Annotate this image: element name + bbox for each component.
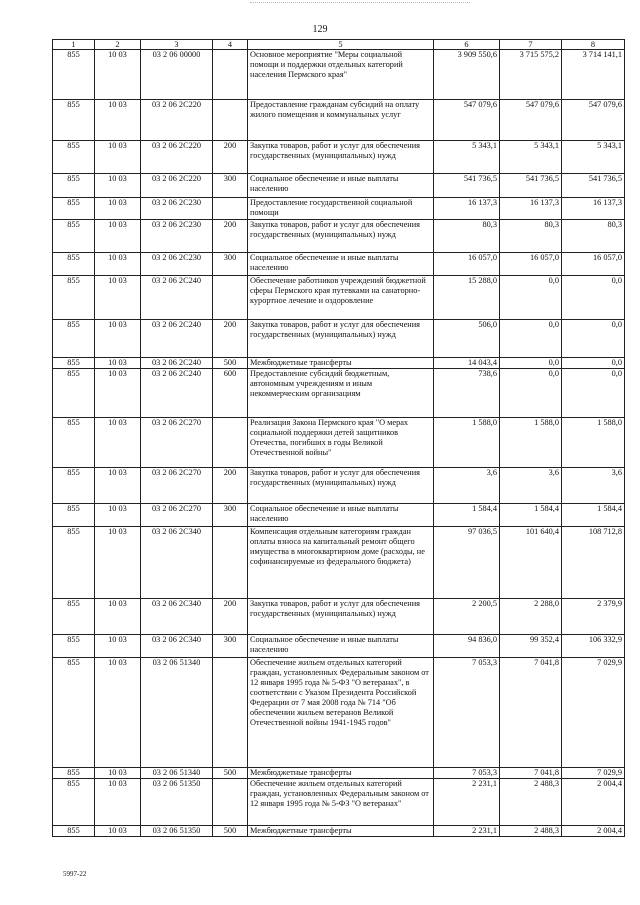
section-code-cell: 10 03 <box>95 826 141 837</box>
target-article-cell: 03 2 06 2С220 <box>141 141 213 174</box>
table-row <box>53 527 625 599</box>
description-cell: Закупка товаров, работ и услуг для обеспечения государственных (муниципальных) нужд <box>248 220 434 253</box>
amount-year2-cell: 0,0 <box>500 358 562 369</box>
expense-type-cell <box>213 418 248 468</box>
chapter-code-cell: 855 <box>53 768 95 779</box>
expense-type-cell: 300 <box>213 504 248 527</box>
table-row <box>53 768 625 779</box>
description-cell: Обеспечение работников учреждений бюджетной сферы Пермского края путевками на санаторно-курортное лечение и оздоровление <box>248 276 434 320</box>
amount-year2-cell: 547 079,6 <box>500 100 562 141</box>
target-article-cell: 03 2 06 2С230 <box>141 198 213 220</box>
column-header: 4 <box>213 40 248 50</box>
amount-year3-cell: 0,0 <box>562 358 625 369</box>
section-code-cell: 10 03 <box>95 253 141 276</box>
amount-year2-cell: 16 057,0 <box>500 253 562 276</box>
table-row <box>53 826 625 837</box>
chapter-code-cell: 855 <box>53 504 95 527</box>
amount-year2-cell: 1 584,4 <box>500 504 562 527</box>
column-header: 3 <box>141 40 213 50</box>
description-cell: Основное мероприятие "Меры социальной помощи и поддержки отдельных категорий населения Пермского края" <box>248 50 434 100</box>
table-row <box>53 50 625 100</box>
scan-artifact <box>250 2 470 7</box>
column-header: 7 <box>500 40 562 50</box>
amount-year3-cell: 108 712,8 <box>562 527 625 599</box>
description-cell: Социальное обеспечение и иные выплаты населению <box>248 635 434 658</box>
amount-year2-cell: 2 488,3 <box>500 826 562 837</box>
chapter-code-cell: 855 <box>53 320 95 358</box>
target-article-cell: 03 2 06 2С240 <box>141 276 213 320</box>
expense-type-cell <box>213 198 248 220</box>
amount-year1-cell: 15 288,0 <box>434 276 500 320</box>
column-header: 8 <box>562 40 625 50</box>
table-row <box>53 599 625 635</box>
amount-year1-cell: 541 736,5 <box>434 174 500 198</box>
section-code-cell: 10 03 <box>95 504 141 527</box>
target-article-cell: 03 2 06 51350 <box>141 779 213 826</box>
target-article-cell: 03 2 06 2С240 <box>141 369 213 418</box>
section-code-cell: 10 03 <box>95 768 141 779</box>
amount-year1-cell: 80,3 <box>434 220 500 253</box>
expense-type-cell: 200 <box>213 599 248 635</box>
expense-type-cell: 600 <box>213 369 248 418</box>
expense-type-cell: 300 <box>213 635 248 658</box>
section-code-cell: 10 03 <box>95 320 141 358</box>
table-row <box>53 174 625 198</box>
description-cell: Закупка товаров, работ и услуг для обеспечения государственных (муниципальных) нужд <box>248 468 434 504</box>
table-row <box>53 779 625 826</box>
amount-year2-cell: 0,0 <box>500 369 562 418</box>
page-number: 129 <box>312 24 328 35</box>
chapter-code-cell: 855 <box>53 358 95 369</box>
target-article-cell: 03 2 06 2С270 <box>141 504 213 527</box>
section-code-cell: 10 03 <box>95 198 141 220</box>
chapter-code-cell: 855 <box>53 599 95 635</box>
target-article-cell: 03 2 06 2С270 <box>141 418 213 468</box>
chapter-code-cell: 855 <box>53 198 95 220</box>
amount-year1-cell: 16 057,0 <box>434 253 500 276</box>
section-code-cell: 10 03 <box>95 418 141 468</box>
expense-type-cell: 200 <box>213 141 248 174</box>
chapter-code-cell: 855 <box>53 253 95 276</box>
description-cell: Обеспечение жильем отдельных категорий граждан, установленных Федеральным законом от 12 января 1995 года № 5-ФЗ "О ветеранах", в соответствии с Указом Президента Российской Федерации от 7 мая 2008 года № 714 "Об обеспечении жильем ветеранов Великой Отечественной войны 1941-1945 годов" <box>248 658 434 768</box>
amount-year3-cell: 2 004,4 <box>562 779 625 826</box>
expense-type-cell: 200 <box>213 468 248 504</box>
description-cell: Закупка товаров, работ и услуг для обеспечения государственных (муниципальных) нужд <box>248 320 434 358</box>
table-row <box>53 468 625 504</box>
amount-year3-cell: 16 137,3 <box>562 198 625 220</box>
footer-document-code: 5997-22 <box>63 870 87 878</box>
table-row <box>53 253 625 276</box>
expense-type-cell <box>213 276 248 320</box>
amount-year2-cell: 99 352,4 <box>500 635 562 658</box>
expense-type-cell <box>213 100 248 141</box>
expense-type-cell: 500 <box>213 358 248 369</box>
table-row <box>53 369 625 418</box>
section-code-cell: 10 03 <box>95 174 141 198</box>
amount-year1-cell: 97 036,5 <box>434 527 500 599</box>
table-row <box>53 418 625 468</box>
expense-type-cell: 500 <box>213 826 248 837</box>
target-article-cell: 03 2 06 2С220 <box>141 174 213 198</box>
amount-year3-cell: 0,0 <box>562 276 625 320</box>
section-code-cell: 10 03 <box>95 100 141 141</box>
target-article-cell: 03 2 06 2С240 <box>141 358 213 369</box>
chapter-code-cell: 855 <box>53 635 95 658</box>
description-cell: Предоставление государственной социальной помощи <box>248 198 434 220</box>
section-code-cell: 10 03 <box>95 369 141 418</box>
amount-year3-cell: 2 379,9 <box>562 599 625 635</box>
amount-year3-cell: 547 079,6 <box>562 100 625 141</box>
expense-type-cell: 500 <box>213 768 248 779</box>
table-row <box>53 198 625 220</box>
chapter-code-cell: 855 <box>53 369 95 418</box>
section-code-cell: 10 03 <box>95 468 141 504</box>
amount-year2-cell: 7 041,8 <box>500 768 562 779</box>
column-header: 2 <box>95 40 141 50</box>
amount-year2-cell: 1 588,0 <box>500 418 562 468</box>
expense-type-cell: 300 <box>213 253 248 276</box>
description-cell: Межбюджетные трансферты <box>248 826 434 837</box>
description-cell: Обеспечение жильем отдельных категорий граждан, установленных Федеральным законом от 12 января 1995 года № 5-ФЗ "О ветеранах" <box>248 779 434 826</box>
section-code-cell: 10 03 <box>95 276 141 320</box>
target-article-cell: 03 2 06 51340 <box>141 768 213 779</box>
target-article-cell: 03 2 06 2С230 <box>141 253 213 276</box>
table-row <box>53 504 625 527</box>
expense-type-cell <box>213 779 248 826</box>
amount-year1-cell: 506,0 <box>434 320 500 358</box>
amount-year3-cell: 0,0 <box>562 369 625 418</box>
amount-year1-cell: 14 043,4 <box>434 358 500 369</box>
amount-year2-cell: 2 288,0 <box>500 599 562 635</box>
table-row <box>53 220 625 253</box>
chapter-code-cell: 855 <box>53 468 95 504</box>
description-cell: Закупка товаров, работ и услуг для обеспечения государственных (муниципальных) нужд <box>248 599 434 635</box>
target-article-cell: 03 2 06 00000 <box>141 50 213 100</box>
section-code-cell: 10 03 <box>95 779 141 826</box>
section-code-cell: 10 03 <box>95 599 141 635</box>
table-row <box>53 320 625 358</box>
amount-year1-cell: 2 200,5 <box>434 599 500 635</box>
table-row <box>53 358 625 369</box>
chapter-code-cell: 855 <box>53 658 95 768</box>
description-cell: Предоставление гражданам субсидий на оплату жилого помещения и коммунальных услуг <box>248 100 434 141</box>
column-header: 1 <box>53 40 95 50</box>
chapter-code-cell: 855 <box>53 220 95 253</box>
amount-year3-cell: 2 004,4 <box>562 826 625 837</box>
amount-year2-cell: 0,0 <box>500 276 562 320</box>
section-code-cell: 10 03 <box>95 358 141 369</box>
amount-year3-cell: 5 343,1 <box>562 141 625 174</box>
expense-type-cell <box>213 527 248 599</box>
amount-year2-cell: 80,3 <box>500 220 562 253</box>
chapter-code-cell: 855 <box>53 527 95 599</box>
expense-type-cell: 200 <box>213 220 248 253</box>
description-cell: Межбюджетные трансферты <box>248 358 434 369</box>
amount-year2-cell: 101 640,4 <box>500 527 562 599</box>
column-header: 5 <box>248 40 434 50</box>
amount-year1-cell: 5 343,1 <box>434 141 500 174</box>
amount-year2-cell: 0,0 <box>500 320 562 358</box>
amount-year2-cell: 541 736,5 <box>500 174 562 198</box>
section-code-cell: 10 03 <box>95 527 141 599</box>
column-header: 6 <box>434 40 500 50</box>
expense-type-cell: 300 <box>213 174 248 198</box>
table-body <box>53 50 625 837</box>
amount-year1-cell: 7 053,3 <box>434 658 500 768</box>
amount-year2-cell: 5 343,1 <box>500 141 562 174</box>
amount-year3-cell: 1 584,4 <box>562 504 625 527</box>
description-cell: Реализация Закона Пермского края "О мерах социальной поддержки детей защитников Отечества, погибших в годы Великой Отечественной войны" <box>248 418 434 468</box>
amount-year3-cell: 80,3 <box>562 220 625 253</box>
amount-year1-cell: 7 053,3 <box>434 768 500 779</box>
description-cell: Компенсация отдельным категориям граждан оплаты взноса на капитальный ремонт общего имущества в многоквартирном доме (расходы, не софинансируемые из федерального бюджета) <box>248 527 434 599</box>
description-cell: Межбюджетные трансферты <box>248 768 434 779</box>
target-article-cell: 03 2 06 2С240 <box>141 320 213 358</box>
amount-year2-cell: 3,6 <box>500 468 562 504</box>
table-row <box>53 141 625 174</box>
amount-year2-cell: 16 137,3 <box>500 198 562 220</box>
table-header-row <box>53 40 625 50</box>
description-cell: Социальное обеспечение и иные выплаты населению <box>248 174 434 198</box>
amount-year3-cell: 1 588,0 <box>562 418 625 468</box>
amount-year3-cell: 3,6 <box>562 468 625 504</box>
chapter-code-cell: 855 <box>53 418 95 468</box>
amount-year1-cell: 738,6 <box>434 369 500 418</box>
amount-year2-cell: 7 041,8 <box>500 658 562 768</box>
budget-table <box>52 39 625 837</box>
target-article-cell: 03 2 06 2С340 <box>141 599 213 635</box>
target-article-cell: 03 2 06 51350 <box>141 826 213 837</box>
expense-type-cell <box>213 658 248 768</box>
amount-year3-cell: 106 332,9 <box>562 635 625 658</box>
section-code-cell: 10 03 <box>95 658 141 768</box>
target-article-cell: 03 2 06 2С220 <box>141 100 213 141</box>
amount-year3-cell: 3 714 141,1 <box>562 50 625 100</box>
section-code-cell: 10 03 <box>95 141 141 174</box>
amount-year1-cell: 547 079,6 <box>434 100 500 141</box>
section-code-cell: 10 03 <box>95 635 141 658</box>
amount-year3-cell: 541 736,5 <box>562 174 625 198</box>
amount-year1-cell: 2 231,1 <box>434 779 500 826</box>
chapter-code-cell: 855 <box>53 779 95 826</box>
amount-year2-cell: 3 715 575,2 <box>500 50 562 100</box>
amount-year1-cell: 3,6 <box>434 468 500 504</box>
chapter-code-cell: 855 <box>53 826 95 837</box>
expense-type-cell: 200 <box>213 320 248 358</box>
section-code-cell: 10 03 <box>95 50 141 100</box>
amount-year1-cell: 16 137,3 <box>434 198 500 220</box>
amount-year3-cell: 7 029,9 <box>562 768 625 779</box>
chapter-code-cell: 855 <box>53 50 95 100</box>
target-article-cell: 03 2 06 2С270 <box>141 468 213 504</box>
expense-type-cell <box>213 50 248 100</box>
table-row <box>53 100 625 141</box>
section-code-cell: 10 03 <box>95 220 141 253</box>
table-row <box>53 635 625 658</box>
amount-year2-cell: 2 488,3 <box>500 779 562 826</box>
chapter-code-cell: 855 <box>53 276 95 320</box>
chapter-code-cell: 855 <box>53 174 95 198</box>
chapter-code-cell: 855 <box>53 100 95 141</box>
amount-year1-cell: 1 588,0 <box>434 418 500 468</box>
amount-year1-cell: 94 836,0 <box>434 635 500 658</box>
amount-year1-cell: 3 909 550,6 <box>434 50 500 100</box>
amount-year1-cell: 2 231,1 <box>434 826 500 837</box>
description-cell: Закупка товаров, работ и услуг для обеспечения государственных (муниципальных) нужд <box>248 141 434 174</box>
target-article-cell: 03 2 06 51340 <box>141 658 213 768</box>
amount-year3-cell: 7 029,9 <box>562 658 625 768</box>
table-row <box>53 658 625 768</box>
target-article-cell: 03 2 06 2С340 <box>141 635 213 658</box>
target-article-cell: 03 2 06 2С230 <box>141 220 213 253</box>
amount-year3-cell: 16 057,0 <box>562 253 625 276</box>
table-row <box>53 276 625 320</box>
description-cell: Предоставление субсидий бюджетным, автономным учреждениям и иным некоммерческим организациям <box>248 369 434 418</box>
target-article-cell: 03 2 06 2С340 <box>141 527 213 599</box>
description-cell: Социальное обеспечение и иные выплаты населению <box>248 253 434 276</box>
description-cell: Социальное обеспечение и иные выплаты населению <box>248 504 434 527</box>
amount-year3-cell: 0,0 <box>562 320 625 358</box>
chapter-code-cell: 855 <box>53 141 95 174</box>
amount-year1-cell: 1 584,4 <box>434 504 500 527</box>
